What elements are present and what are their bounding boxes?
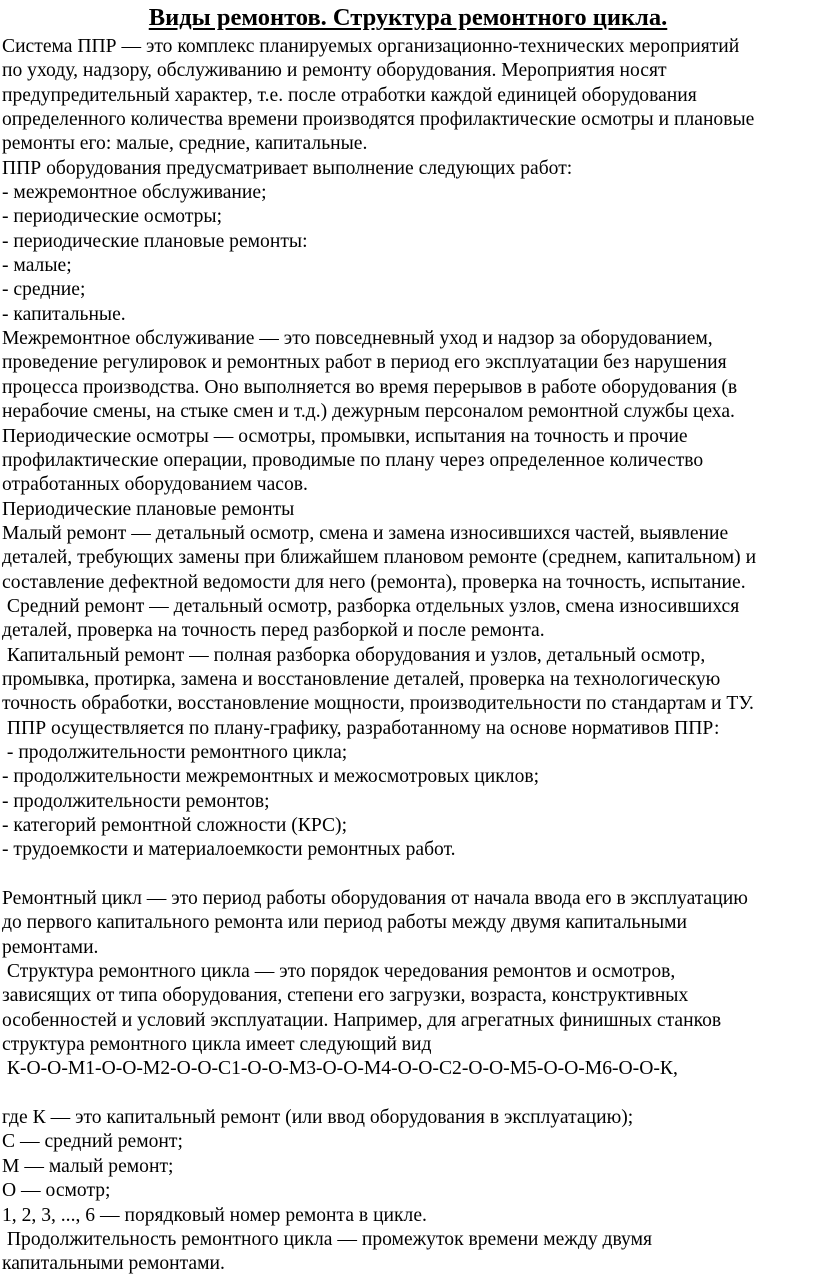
text-line: ремонты его: малые, средние, капитальные.: [2, 133, 368, 155]
text-line: по уходу, надзору, обслуживанию и ремонту оборудования. Мероприятия носят: [2, 60, 667, 82]
text-line: где К — это капитальный ремонт (или ввод оборудования в эксплуатацию);: [2, 1107, 634, 1129]
text-line: капитальными ремонтами.: [2, 1253, 225, 1275]
text-line: Малый ремонт — детальный осмотр, смена и замена износившихся частей, выявление: [2, 522, 729, 544]
blank-line: [2, 1082, 814, 1106]
text-line: ремонтами.: [2, 936, 99, 958]
text-line: - трудоемкости и материалоемкости ремонтных работ.: [2, 839, 456, 861]
text-line: О — осмотр;: [2, 1180, 111, 1202]
text-line: К-О-О-М1-О-О-М2-О-О-С1-О-О-М3-О-О-М4-О-О-С2-О-О-М5-О-О-М6-О-О-К,: [2, 1058, 678, 1080]
text-line: ППР оборудования предусматривает выполнение следующих работ:: [2, 157, 573, 179]
blank-line: [2, 863, 814, 887]
text-line: М — малый ремонт;: [2, 1155, 174, 1177]
text-line: Средний ремонт — детальный осмотр, разборка отдельных узлов, смена износившихся: [2, 595, 740, 617]
text-line: определенного количества времени производятся профилактические осмотры и плановые: [2, 109, 755, 131]
text-line: профилактические операции, проводимые по плану через определенное количество: [2, 449, 704, 471]
text-line: - малые;: [2, 255, 72, 277]
text-line: - продолжительности межремонтных и межосмотровых циклов;: [2, 766, 540, 788]
text-line: - средние;: [2, 279, 86, 301]
text-line: процесса производства. Оно выполняется во время перерывов в работе оборудования (в: [2, 376, 738, 398]
text-line: до первого капитального ремонта или период работы между двумя капитальными: [2, 912, 688, 934]
text-line: Межремонтное обслуживание — это повседневный уход и надзор за оборудованием,: [2, 328, 713, 350]
text-line: нерабочие смены, на стыке смен и т.д.) дежурным персоналом ремонтной службы цеха.: [2, 401, 735, 423]
text-line: особенностей и условий эксплуатации. Например, для агрегатных финишных станков: [2, 1009, 722, 1031]
text-line: С — средний ремонт;: [2, 1131, 183, 1153]
text-line: Продолжительность ремонтного цикла — промежуток времени между двумя: [2, 1228, 653, 1250]
document-title: Виды ремонтов. Структура ремонтного цикла.: [148, 4, 668, 31]
document-body: [2, 35, 814, 1277]
text-line: деталей, требующих замены при ближайшем плановом ремонте (среднем, капитальном) и: [2, 547, 757, 569]
text-line: предупредительный характер, т.е. после отработки каждой единицей оборудования: [2, 84, 697, 106]
text-line: - межремонтное обслуживание;: [2, 182, 267, 204]
text-line: отработанных оборудованием часов.: [2, 474, 308, 496]
text-line: промывка, протирка, замена и восстановление деталей, проверка на технологическую: [2, 668, 721, 690]
text-line: - периодические плановые ремонты:: [2, 230, 308, 252]
text-line: проведение регулировок и ремонтных работ в период его эксплуатации без нарушения: [2, 352, 727, 374]
text-line: Периодические плановые ремонты: [2, 498, 295, 520]
text-line: зависящих от типа оборудования, степени его загрузки, возраста, конструктивных: [2, 985, 689, 1007]
text-line: составление дефектной ведомости для него (ремонта), проверка на точность, испытание.: [2, 571, 746, 593]
text-line: ППР осуществляется по плану-графику, разработанному на основе нормативов ППР:: [2, 717, 720, 739]
text-line: Капитальный ремонт — полная разборка оборудования и узлов, детальный осмотр,: [2, 644, 706, 666]
text-line: Ремонтный цикл — это период работы оборудования от начала ввода его в эксплуатацию: [2, 888, 748, 910]
text-line: Структура ремонтного цикла — это порядок чередования ремонтов и осмотров,: [2, 961, 676, 983]
text-line: - периодические осмотры;: [2, 206, 223, 228]
text-line: Система ППР — это комплекс планируемых организационно-технических мероприятий: [2, 36, 740, 57]
text-line: - капитальные.: [2, 303, 126, 325]
text-line: точность обработки, восстановление мощности, производительности по стандартам и ТУ.: [2, 693, 754, 715]
text-line: - продолжительности ремонтного цикла;: [2, 741, 348, 763]
text-line: деталей, проверка на точность перед разборкой и после ремонта.: [2, 620, 545, 642]
text-line: Периодические осмотры — осмотры, промывки, испытания на точность и прочие: [2, 425, 688, 447]
text-line: структура ремонтного цикла имеет следующий вид: [2, 1034, 432, 1056]
text-line: - продолжительности ремонтов;: [2, 790, 270, 812]
text-line: 1, 2, 3, ..., 6 — порядковый номер ремонта в цикле.: [2, 1204, 427, 1226]
text-line: - категорий ремонтной сложности (КРС);: [2, 815, 348, 836]
